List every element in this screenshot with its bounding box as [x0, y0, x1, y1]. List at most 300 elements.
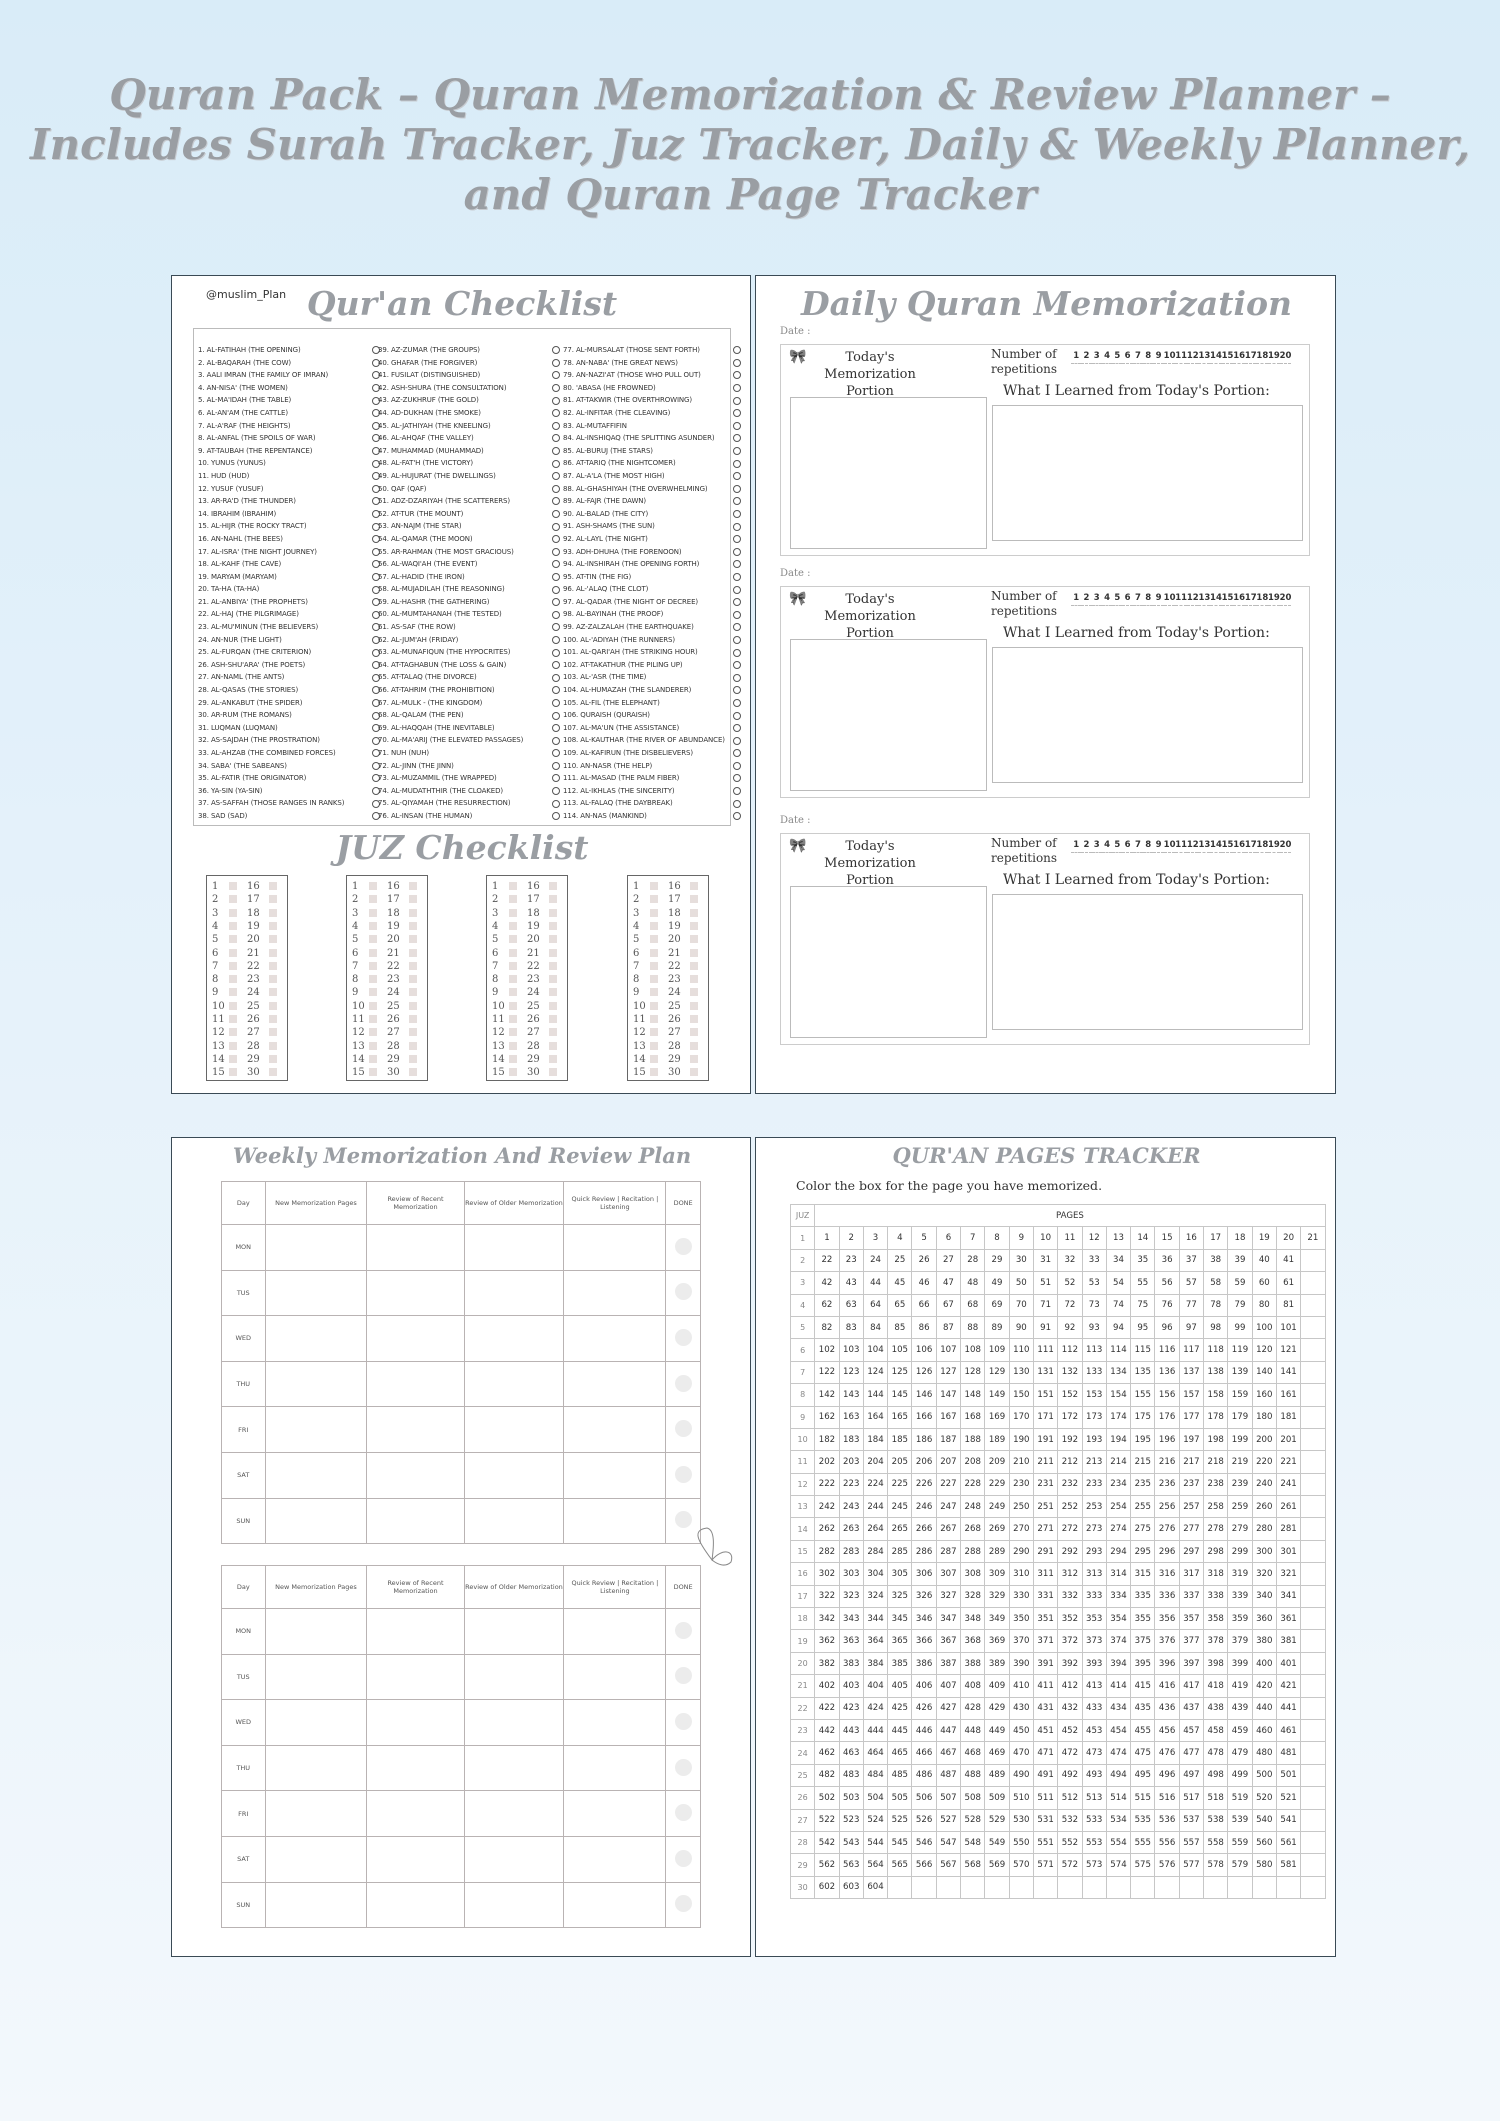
page-cell[interactable]: 509 [985, 1787, 1009, 1809]
page-cell[interactable]: 445 [888, 1719, 912, 1741]
plan-cell[interactable] [464, 1270, 564, 1316]
repetition-number[interactable]: 8 [1143, 593, 1153, 606]
juz-checkbox[interactable] [269, 1055, 277, 1063]
page-cell[interactable]: 420 [1252, 1675, 1276, 1697]
page-cell[interactable]: 92 [1058, 1316, 1082, 1338]
page-cell[interactable]: 261 [1276, 1496, 1300, 1518]
page-cell[interactable]: 532 [1058, 1809, 1082, 1831]
page-cell[interactable]: 367 [936, 1630, 960, 1652]
page-cell[interactable]: 408 [961, 1675, 985, 1697]
page-cell[interactable]: 166 [912, 1406, 936, 1428]
repetition-number[interactable]: 1 [1071, 593, 1081, 606]
juz-checkbox[interactable] [409, 909, 417, 917]
page-cell[interactable]: 479 [1228, 1742, 1252, 1764]
page-cell[interactable]: 219 [1228, 1451, 1252, 1473]
page-cell[interactable]: 94 [1106, 1316, 1130, 1338]
page-cell[interactable]: 577 [1179, 1854, 1203, 1876]
juz-checkbox[interactable] [269, 962, 277, 970]
page-cell[interactable]: 217 [1179, 1451, 1203, 1473]
juz-checkbox[interactable] [269, 895, 277, 903]
repetition-number[interactable]: 18 [1256, 840, 1268, 853]
page-cell[interactable]: 196 [1155, 1428, 1179, 1450]
page-cell[interactable]: 204 [863, 1451, 887, 1473]
surah-checkbox[interactable] [552, 384, 560, 392]
done-checkbox[interactable] [675, 1850, 692, 1867]
juz-checkbox[interactable] [229, 895, 237, 903]
juz-checkbox[interactable] [650, 1042, 658, 1050]
page-cell[interactable]: 322 [815, 1585, 839, 1607]
page-cell[interactable]: 518 [1204, 1787, 1228, 1809]
page-cell[interactable]: 73 [1082, 1294, 1106, 1316]
page-cell[interactable]: 296 [1155, 1540, 1179, 1562]
page-cell[interactable]: 340 [1252, 1585, 1276, 1607]
page-cell[interactable]: 282 [815, 1540, 839, 1562]
page-cell[interactable]: 59 [1228, 1272, 1252, 1294]
juz-checkbox[interactable] [409, 1042, 417, 1050]
page-cell[interactable]: 314 [1106, 1563, 1130, 1585]
repetition-number[interactable]: 9 [1153, 351, 1163, 364]
page-cell[interactable]: 84 [863, 1316, 887, 1338]
page-cell[interactable] [1301, 1496, 1325, 1518]
page-cell[interactable]: 311 [1033, 1563, 1057, 1585]
page-cell[interactable]: 454 [1106, 1719, 1130, 1741]
page-cell[interactable]: 347 [936, 1608, 960, 1630]
juz-checkbox[interactable] [269, 922, 277, 930]
juz-checkbox[interactable] [369, 895, 377, 903]
page-cell[interactable]: 562 [815, 1854, 839, 1876]
plan-cell[interactable] [564, 1836, 666, 1882]
portion-input-box[interactable] [790, 397, 987, 549]
repetition-number[interactable]: 18 [1256, 351, 1268, 364]
page-cell[interactable]: 559 [1228, 1831, 1252, 1853]
plan-cell[interactable] [464, 1745, 564, 1791]
page-cell[interactable]: 447 [936, 1719, 960, 1741]
juz-checkbox[interactable] [650, 1055, 658, 1063]
page-cell[interactable]: 603 [839, 1876, 863, 1898]
juz-checkbox[interactable] [549, 1042, 557, 1050]
page-cell[interactable]: 492 [1058, 1764, 1082, 1786]
page-cell[interactable]: 575 [1131, 1854, 1155, 1876]
page-cell[interactable]: 429 [985, 1697, 1009, 1719]
juz-checkbox[interactable] [229, 1068, 237, 1076]
juz-checkbox[interactable] [369, 909, 377, 917]
repetition-number[interactable]: 14 [1210, 840, 1222, 853]
page-cell[interactable]: 358 [1204, 1608, 1228, 1630]
juz-checkbox[interactable] [269, 909, 277, 917]
page-cell[interactable]: 34 [1106, 1249, 1130, 1271]
page-cell[interactable]: 355 [1131, 1608, 1155, 1630]
page-cell[interactable]: 548 [961, 1831, 985, 1853]
page-cell[interactable]: 221 [1276, 1451, 1300, 1473]
page-cell[interactable]: 122 [815, 1361, 839, 1383]
page-cell[interactable]: 133 [1082, 1361, 1106, 1383]
juz-checkbox[interactable] [509, 949, 517, 957]
surah-checkbox[interactable] [733, 497, 741, 505]
surah-checkbox[interactable] [733, 422, 741, 430]
page-cell[interactable]: 147 [936, 1384, 960, 1406]
page-cell[interactable]: 349 [985, 1608, 1009, 1630]
page-cell[interactable]: 428 [961, 1697, 985, 1719]
page-cell[interactable]: 66 [912, 1294, 936, 1316]
page-cell[interactable]: 484 [863, 1764, 887, 1786]
page-cell[interactable]: 529 [985, 1809, 1009, 1831]
page-cell[interactable]: 102 [815, 1339, 839, 1361]
juz-checkbox[interactable] [650, 1028, 658, 1036]
juz-checkbox[interactable] [369, 1028, 377, 1036]
juz-checkbox[interactable] [229, 975, 237, 983]
page-cell[interactable]: 142 [815, 1384, 839, 1406]
page-cell[interactable]: 357 [1179, 1608, 1203, 1630]
page-cell[interactable]: 498 [1204, 1764, 1228, 1786]
page-cell[interactable]: 22 [815, 1249, 839, 1271]
juz-checkbox[interactable] [549, 882, 557, 890]
page-cell[interactable] [1301, 1719, 1325, 1741]
surah-checkbox[interactable] [552, 787, 560, 795]
page-cell[interactable]: 14 [1131, 1227, 1155, 1249]
page-cell[interactable]: 359 [1228, 1608, 1252, 1630]
surah-checkbox[interactable] [733, 686, 741, 694]
repetition-number[interactable]: 15 [1222, 351, 1234, 364]
page-cell[interactable]: 520 [1252, 1787, 1276, 1809]
page-cell[interactable] [1301, 1608, 1325, 1630]
page-cell[interactable]: 134 [1106, 1361, 1130, 1383]
repetition-number[interactable]: 1 [1071, 840, 1081, 853]
page-cell[interactable]: 466 [912, 1742, 936, 1764]
page-cell[interactable]: 285 [888, 1540, 912, 1562]
page-cell[interactable]: 483 [839, 1764, 863, 1786]
page-cell[interactable]: 496 [1155, 1764, 1179, 1786]
page-cell[interactable]: 224 [863, 1473, 887, 1495]
page-cell[interactable]: 156 [1155, 1384, 1179, 1406]
repetition-number[interactable]: 15 [1222, 840, 1234, 853]
juz-checkbox[interactable] [269, 935, 277, 943]
page-cell[interactable]: 531 [1033, 1809, 1057, 1831]
page-cell[interactable]: 433 [1082, 1697, 1106, 1719]
page-cell[interactable]: 528 [961, 1809, 985, 1831]
repetition-number[interactable]: 14 [1210, 351, 1222, 364]
repetition-number[interactable]: 5 [1112, 840, 1122, 853]
surah-checkbox[interactable] [733, 371, 741, 379]
page-cell[interactable]: 377 [1179, 1630, 1203, 1652]
repetition-number[interactable]: 3 [1092, 351, 1102, 364]
plan-cell[interactable] [464, 1700, 564, 1746]
juz-checkbox[interactable] [690, 882, 698, 890]
juz-checkbox[interactable] [409, 1028, 417, 1036]
page-cell[interactable]: 240 [1252, 1473, 1276, 1495]
plan-cell[interactable] [464, 1361, 564, 1407]
plan-cell[interactable] [564, 1407, 666, 1453]
page-cell[interactable]: 286 [912, 1540, 936, 1562]
juz-checkbox[interactable] [690, 1055, 698, 1063]
page-cell[interactable]: 113 [1082, 1339, 1106, 1361]
page-cell[interactable]: 76 [1155, 1294, 1179, 1316]
page-cell[interactable]: 75 [1131, 1294, 1155, 1316]
page-cell[interactable]: 35 [1131, 1249, 1155, 1271]
page-cell[interactable]: 398 [1204, 1652, 1228, 1674]
page-cell[interactable]: 501 [1276, 1764, 1300, 1786]
page-cell[interactable]: 446 [912, 1719, 936, 1741]
surah-checkbox[interactable] [733, 460, 741, 468]
page-cell[interactable]: 54 [1106, 1272, 1130, 1294]
page-cell[interactable]: 551 [1033, 1831, 1057, 1853]
page-cell[interactable]: 10 [1033, 1227, 1057, 1249]
page-cell[interactable]: 244 [863, 1496, 887, 1518]
page-cell[interactable]: 185 [888, 1428, 912, 1450]
page-cell[interactable]: 210 [1009, 1451, 1033, 1473]
page-cell[interactable]: 343 [839, 1608, 863, 1630]
page-cell[interactable]: 16 [1179, 1227, 1203, 1249]
page-cell[interactable]: 469 [985, 1742, 1009, 1764]
juz-checkbox[interactable] [409, 922, 417, 930]
page-cell[interactable]: 153 [1082, 1384, 1106, 1406]
page-cell[interactable]: 402 [815, 1675, 839, 1697]
page-cell[interactable]: 419 [1228, 1675, 1252, 1697]
page-cell[interactable]: 230 [1009, 1473, 1033, 1495]
page-cell[interactable]: 374 [1106, 1630, 1130, 1652]
page-cell[interactable]: 576 [1155, 1854, 1179, 1876]
page-cell[interactable]: 409 [985, 1675, 1009, 1697]
juz-checkbox[interactable] [650, 975, 658, 983]
page-cell[interactable]: 397 [1179, 1652, 1203, 1674]
page-cell[interactable]: 294 [1106, 1540, 1130, 1562]
page-cell[interactable]: 262 [815, 1518, 839, 1540]
juz-checkbox[interactable] [549, 1068, 557, 1076]
page-cell[interactable]: 154 [1106, 1384, 1130, 1406]
page-cell[interactable]: 233 [1082, 1473, 1106, 1495]
page-cell[interactable]: 482 [815, 1764, 839, 1786]
page-cell[interactable]: 86 [912, 1316, 936, 1338]
page-cell[interactable]: 146 [912, 1384, 936, 1406]
plan-cell[interactable] [464, 1654, 564, 1700]
page-cell[interactable]: 581 [1276, 1854, 1300, 1876]
plan-cell[interactable] [464, 1452, 564, 1498]
plan-cell[interactable] [367, 1654, 464, 1700]
juz-checkbox[interactable] [549, 935, 557, 943]
juz-checkbox[interactable] [650, 1015, 658, 1023]
page-cell[interactable]: 441 [1276, 1697, 1300, 1719]
page-cell[interactable]: 243 [839, 1496, 863, 1518]
page-cell[interactable]: 462 [815, 1742, 839, 1764]
surah-checkbox[interactable] [552, 422, 560, 430]
page-cell[interactable]: 364 [863, 1630, 887, 1652]
juz-checkbox[interactable] [229, 1002, 237, 1010]
juz-checkbox[interactable] [549, 909, 557, 917]
page-cell[interactable] [1301, 1876, 1325, 1898]
page-cell[interactable]: 82 [815, 1316, 839, 1338]
surah-checkbox[interactable] [733, 737, 741, 745]
repetition-number[interactable]: 11 [1175, 351, 1187, 364]
page-cell[interactable] [1301, 1272, 1325, 1294]
page-cell[interactable]: 353 [1082, 1608, 1106, 1630]
juz-checkbox[interactable] [549, 1015, 557, 1023]
juz-checkbox[interactable] [409, 895, 417, 903]
page-cell[interactable]: 449 [985, 1719, 1009, 1741]
plan-cell[interactable] [367, 1882, 464, 1928]
page-cell[interactable]: 42 [815, 1272, 839, 1294]
page-cell[interactable]: 49 [985, 1272, 1009, 1294]
page-cell[interactable]: 172 [1058, 1406, 1082, 1428]
surah-checkbox[interactable] [733, 774, 741, 782]
page-cell[interactable] [1301, 1697, 1325, 1719]
page-cell[interactable]: 391 [1033, 1652, 1057, 1674]
repetition-number[interactable]: 8 [1143, 840, 1153, 853]
page-cell[interactable]: 110 [1009, 1339, 1033, 1361]
repetition-number[interactable]: 19 [1268, 351, 1280, 364]
page-cell[interactable] [1301, 1473, 1325, 1495]
juz-checkbox[interactable] [229, 909, 237, 917]
juz-checkbox[interactable] [509, 909, 517, 917]
juz-checkbox[interactable] [650, 962, 658, 970]
surah-checkbox[interactable] [552, 434, 560, 442]
juz-checkbox[interactable] [229, 1042, 237, 1050]
page-cell[interactable]: 307 [936, 1563, 960, 1585]
page-cell[interactable]: 426 [912, 1697, 936, 1719]
page-cell[interactable]: 212 [1058, 1451, 1082, 1473]
page-cell[interactable]: 302 [815, 1563, 839, 1585]
juz-checkbox[interactable] [690, 1028, 698, 1036]
done-checkbox[interactable] [675, 1329, 692, 1346]
page-cell[interactable] [1301, 1316, 1325, 1338]
page-cell[interactable] [1228, 1876, 1252, 1898]
page-cell[interactable]: 366 [912, 1630, 936, 1652]
page-cell[interactable]: 148 [961, 1384, 985, 1406]
page-cell[interactable]: 557 [1179, 1831, 1203, 1853]
page-cell[interactable]: 486 [912, 1764, 936, 1786]
page-cell[interactable]: 579 [1228, 1854, 1252, 1876]
page-cell[interactable]: 396 [1155, 1652, 1179, 1674]
page-cell[interactable]: 381 [1276, 1630, 1300, 1652]
page-cell[interactable]: 541 [1276, 1809, 1300, 1831]
page-cell[interactable]: 488 [961, 1764, 985, 1786]
page-cell[interactable]: 144 [863, 1384, 887, 1406]
surah-checkbox[interactable] [552, 800, 560, 808]
plan-cell[interactable] [564, 1882, 666, 1928]
page-cell[interactable]: 256 [1155, 1496, 1179, 1518]
page-cell[interactable]: 111 [1033, 1339, 1057, 1361]
page-cell[interactable]: 162 [815, 1406, 839, 1428]
page-cell[interactable]: 183 [839, 1428, 863, 1450]
page-cell[interactable]: 239 [1228, 1473, 1252, 1495]
page-cell[interactable]: 254 [1106, 1496, 1130, 1518]
surah-checkbox[interactable] [733, 586, 741, 594]
page-cell[interactable]: 137 [1179, 1361, 1203, 1383]
surah-checkbox[interactable] [733, 472, 741, 480]
page-cell[interactable]: 424 [863, 1697, 887, 1719]
page-cell[interactable]: 567 [936, 1854, 960, 1876]
page-cell[interactable]: 400 [1252, 1652, 1276, 1674]
repetition-number[interactable]: 17 [1245, 840, 1257, 853]
done-checkbox[interactable] [675, 1283, 692, 1300]
page-cell[interactable]: 336 [1155, 1585, 1179, 1607]
page-cell[interactable]: 5 [912, 1227, 936, 1249]
juz-checkbox[interactable] [369, 882, 377, 890]
done-checkbox[interactable] [675, 1895, 692, 1912]
page-cell[interactable]: 105 [888, 1339, 912, 1361]
plan-cell[interactable] [265, 1452, 367, 1498]
page-cell[interactable]: 246 [912, 1496, 936, 1518]
repetition-number[interactable]: 3 [1092, 840, 1102, 853]
page-cell[interactable]: 439 [1228, 1697, 1252, 1719]
juz-checkbox[interactable] [690, 949, 698, 957]
page-cell[interactable]: 249 [985, 1496, 1009, 1518]
page-cell[interactable]: 44 [863, 1272, 887, 1294]
page-cell[interactable]: 278 [1204, 1518, 1228, 1540]
surah-checkbox[interactable] [552, 598, 560, 606]
juz-checkbox[interactable] [509, 1042, 517, 1050]
page-cell[interactable]: 23 [839, 1249, 863, 1271]
done-checkbox[interactable] [675, 1238, 692, 1255]
done-checkbox[interactable] [675, 1420, 692, 1437]
page-cell[interactable]: 339 [1228, 1585, 1252, 1607]
surah-checkbox[interactable] [733, 749, 741, 757]
page-cell[interactable] [1301, 1854, 1325, 1876]
page-cell[interactable]: 135 [1131, 1361, 1155, 1383]
page-cell[interactable] [1301, 1540, 1325, 1562]
page-cell[interactable]: 189 [985, 1428, 1009, 1450]
page-cell[interactable] [1301, 1361, 1325, 1383]
page-cell[interactable]: 540 [1252, 1809, 1276, 1831]
page-cell[interactable]: 199 [1228, 1428, 1252, 1450]
page-cell[interactable]: 120 [1252, 1339, 1276, 1361]
surah-checkbox[interactable] [733, 560, 741, 568]
page-cell[interactable] [1301, 1451, 1325, 1473]
surah-checkbox[interactable] [733, 523, 741, 531]
done-checkbox[interactable] [675, 1622, 692, 1639]
page-cell[interactable]: 328 [961, 1585, 985, 1607]
juz-checkbox[interactable] [650, 895, 658, 903]
plan-cell[interactable] [464, 1407, 564, 1453]
page-cell[interactable]: 62 [815, 1294, 839, 1316]
page-cell[interactable]: 290 [1009, 1540, 1033, 1562]
page-cell[interactable]: 329 [985, 1585, 1009, 1607]
page-cell[interactable]: 198 [1204, 1428, 1228, 1450]
page-cell[interactable]: 69 [985, 1294, 1009, 1316]
juz-checkbox[interactable] [690, 922, 698, 930]
page-cell[interactable]: 257 [1179, 1496, 1203, 1518]
page-cell[interactable]: 512 [1058, 1787, 1082, 1809]
juz-checkbox[interactable] [549, 922, 557, 930]
repetition-number[interactable]: 20 [1280, 593, 1292, 606]
page-cell[interactable]: 12 [1082, 1227, 1106, 1249]
page-cell[interactable] [1033, 1876, 1057, 1898]
page-cell[interactable]: 287 [936, 1540, 960, 1562]
surah-checkbox[interactable] [733, 787, 741, 795]
juz-checkbox[interactable] [690, 962, 698, 970]
page-cell[interactable]: 267 [936, 1518, 960, 1540]
page-cell[interactable]: 55 [1131, 1272, 1155, 1294]
page-cell[interactable]: 401 [1276, 1652, 1300, 1674]
page-cell[interactable]: 4 [888, 1227, 912, 1249]
surah-checkbox[interactable] [552, 573, 560, 581]
page-cell[interactable]: 50 [1009, 1272, 1033, 1294]
page-cell[interactable]: 123 [839, 1361, 863, 1383]
surah-checkbox[interactable] [552, 586, 560, 594]
page-cell[interactable]: 164 [863, 1406, 887, 1428]
page-cell[interactable]: 300 [1252, 1540, 1276, 1562]
page-cell[interactable]: 361 [1276, 1608, 1300, 1630]
page-cell[interactable]: 236 [1155, 1473, 1179, 1495]
plan-cell[interactable] [367, 1452, 464, 1498]
juz-checkbox[interactable] [650, 935, 658, 943]
page-cell[interactable]: 157 [1179, 1384, 1203, 1406]
page-cell[interactable]: 8 [985, 1227, 1009, 1249]
page-cell[interactable]: 430 [1009, 1697, 1033, 1719]
page-cell[interactable]: 30 [1009, 1249, 1033, 1271]
page-cell[interactable]: 167 [936, 1406, 960, 1428]
page-cell[interactable]: 184 [863, 1428, 887, 1450]
plan-cell[interactable] [564, 1700, 666, 1746]
page-cell[interactable]: 452 [1058, 1719, 1082, 1741]
